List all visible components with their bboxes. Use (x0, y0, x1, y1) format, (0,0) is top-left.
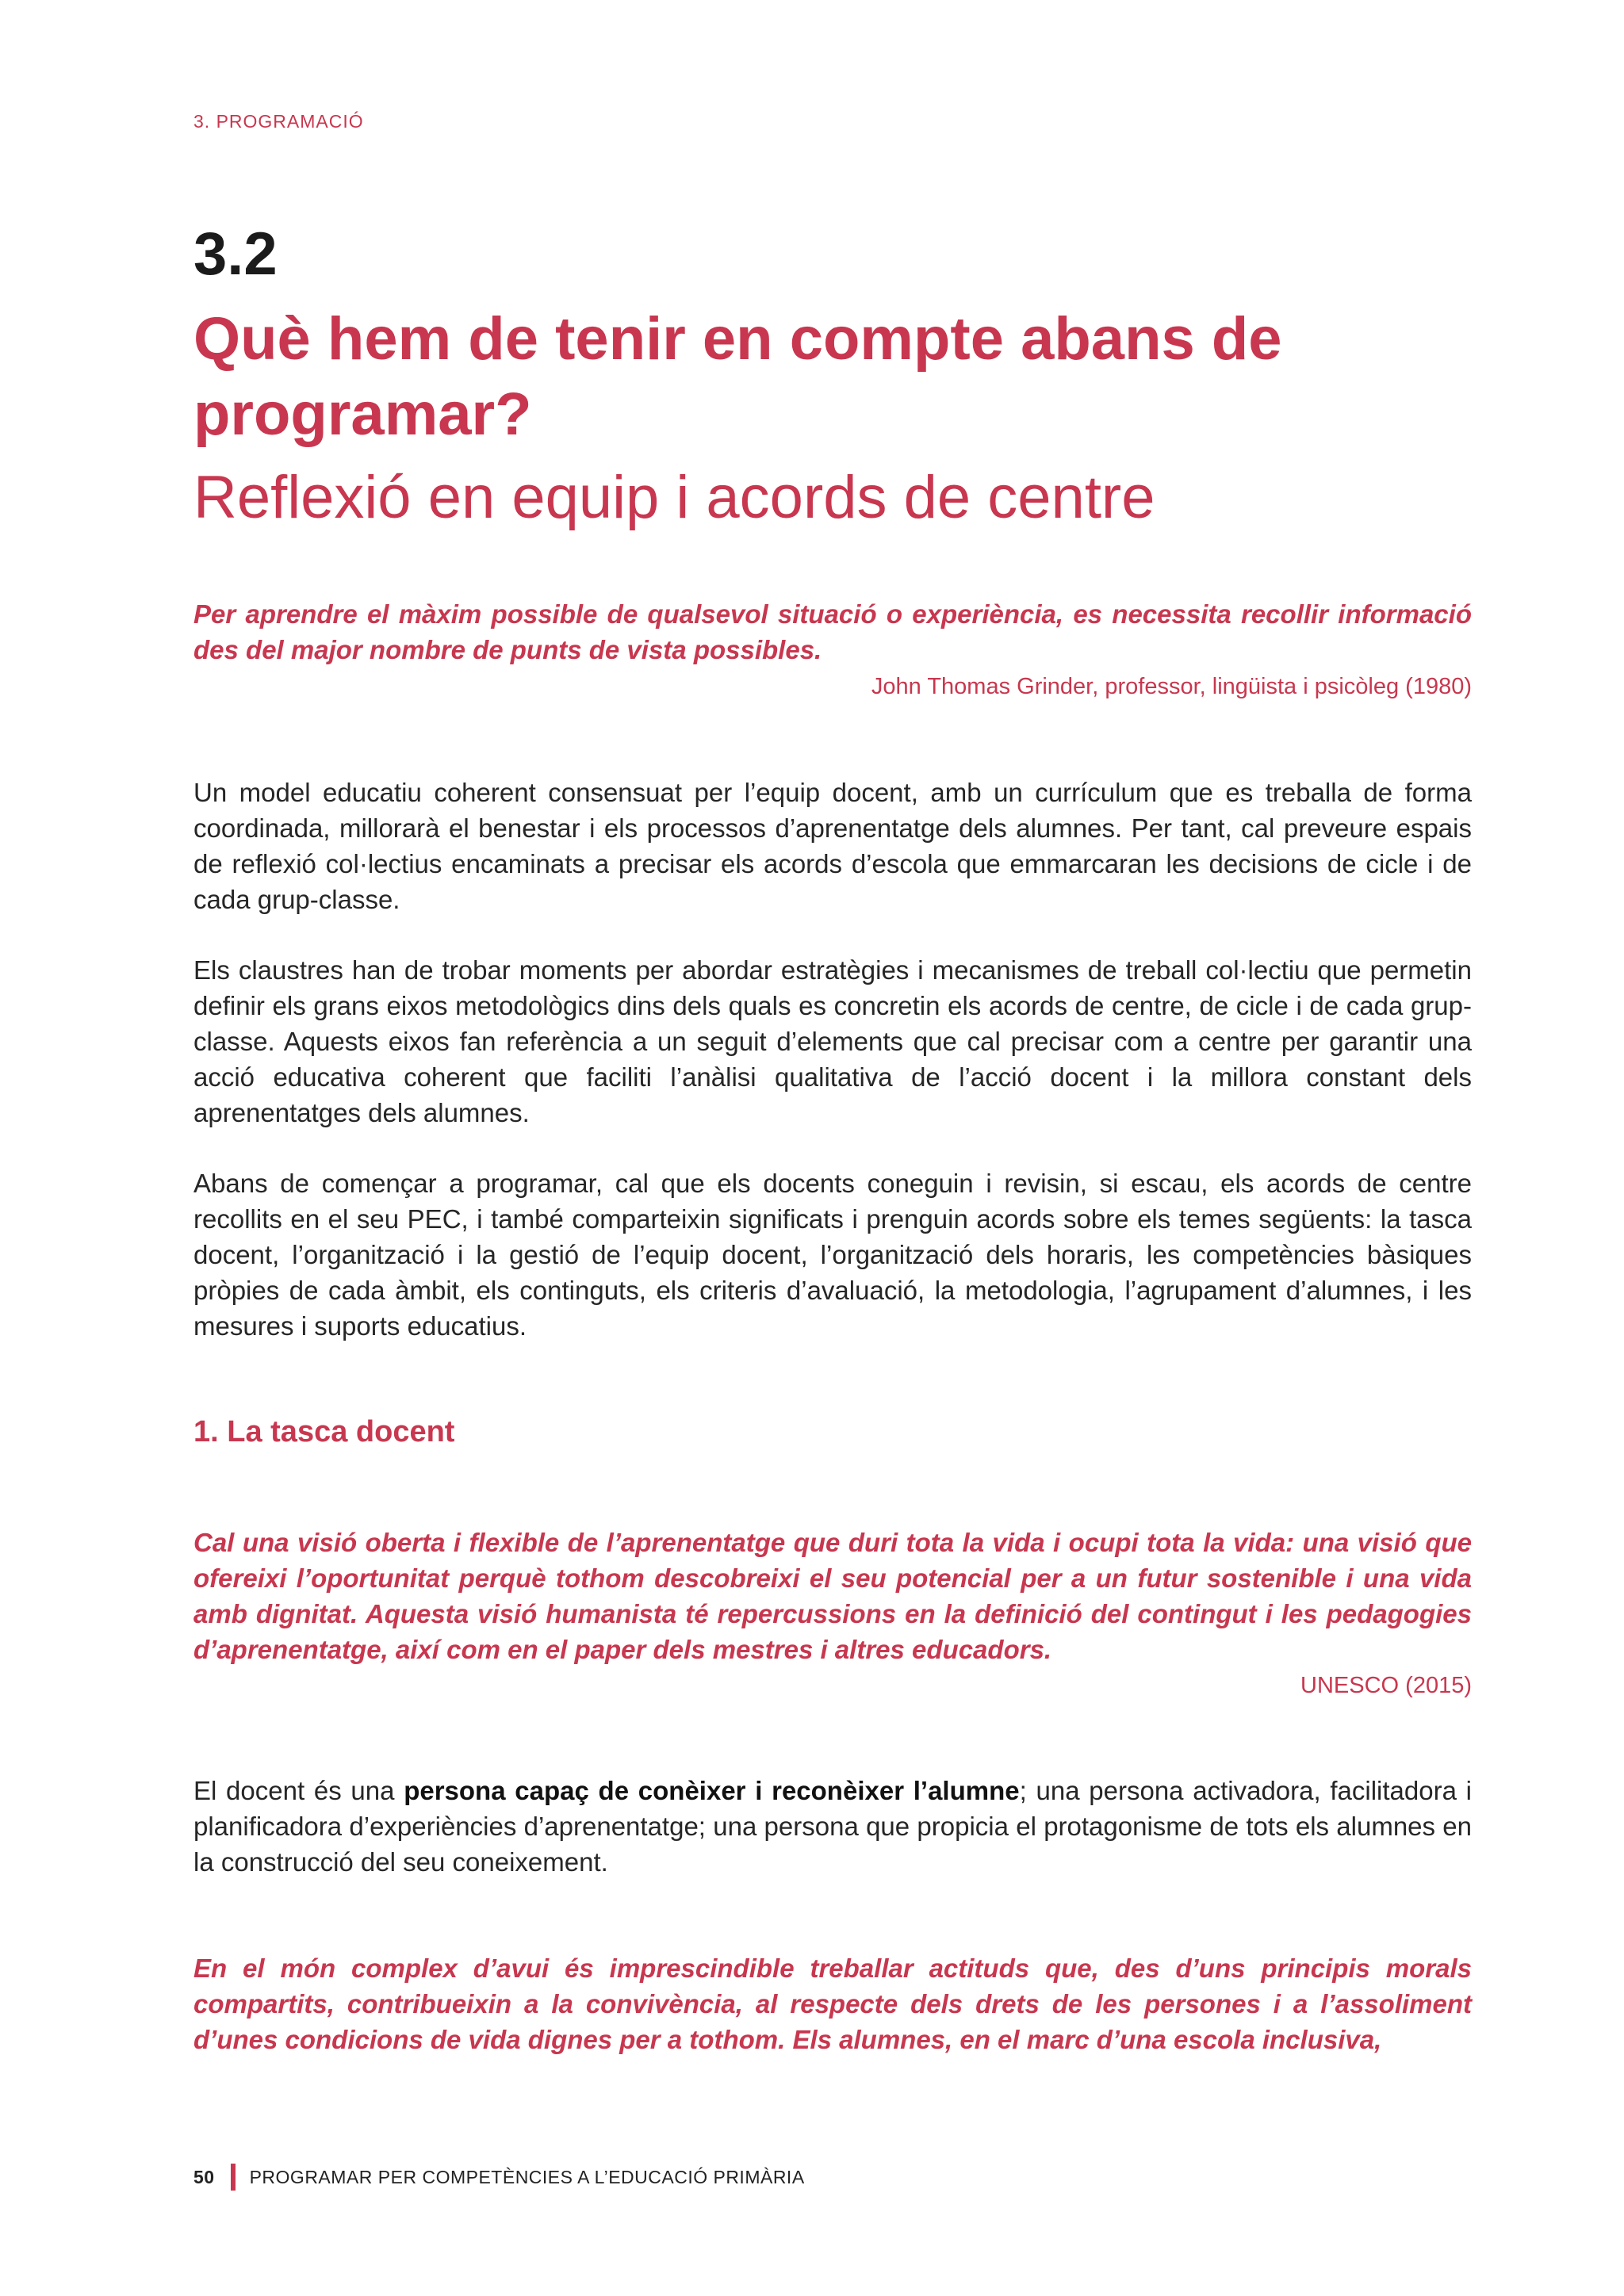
section-subtitle: Reflexió en equip i acords de centre (193, 464, 1155, 531)
section-title (193, 301, 1472, 452)
running-head: 3. PROGRAMACIÓ (193, 111, 364, 132)
unesco-quote-attribution: UNESCO (2015) (1300, 1673, 1472, 1698)
paragraph-2: Els claustres han de trobar moments per abordar estratègies i mecanismes de treball col·lectiu que permetin definir els grans eixos metodològics dins dels quals es concretin els acords de centre, de cicle i de cada grup-classe. Aquests eixos fan referència a un seguit d’elements que cal precisar com a centre per garantir una acció educativa coherent que faciliti l’anàlisi qualitativa de l’acció docent i la millora constant dels aprenentatges dels alumnes. (193, 955, 1472, 1127)
opening-quote: Per aprendre el màxim possible de qualsevol situació o experiència, es necessita recollir informació des del major nombre de punts de vista possibles. (193, 599, 1472, 664)
paragraph-4 (193, 1773, 1472, 1880)
subsection-heading: 1. La tasca docent (193, 1415, 455, 1448)
section-title-line-2: programar? (193, 381, 532, 448)
section-number: 3.2 (193, 220, 278, 288)
unesco-quote: Cal una visió oberta i flexible de l’aprenentatge que duri tota la vida i ocupi tota la vida: una visió que ofereixi l’oportunitat perquè tothom descobreixi el seu potencial per a un futur sostenible i una vida amb dignitat. Aquesta visió humanista té repercussions en la definició del contingut i les pedagogies d’aprenentatge, així com en el paper dels mestres i altres educadors. (193, 1528, 1472, 1664)
page-footer (193, 2163, 805, 2191)
section-title-line-1: Què hem de tenir en compte abans de (193, 305, 1282, 373)
paragraph-4-rest: ; una persona activadora, facilitadora i planificadora d’experiències d’aprenentatge; una persona que propicia el protagonisme de tots els alumnes en la construcció del seu coneixement. (193, 1776, 1472, 1877)
book-title: PROGRAMAR PER COMPETÈNCIES A L’EDUCACIÓ PRIMÀRIA (249, 2166, 805, 2187)
footer-divider (231, 2164, 236, 2191)
paragraph-1: Un model educatiu coherent consensuat per l’equip docent, amb un currículum que es treballa de forma coordinada, millorarà el benestar i els processos d’aprenentatge dels alumnes. Per tant, cal preveure espais de reflexió col·lectius encaminats a precisar els acords d’escola que emmarcaran les decisions de cicle i de cada grup-classe. (193, 778, 1472, 914)
paragraph-4-bold: persona capaç de conèixer i reconèixer l’alumne (404, 1776, 1020, 1805)
page-number: 50 (193, 2166, 215, 2187)
opening-quote-attribution: John Thomas Grinder, professor, lingüista i psicòleg (1980) (871, 674, 1472, 699)
paragraph-4-lead: El docent és una (193, 1776, 404, 1805)
closing-quote: En el món complex d’avui és imprescindible treballar actituds que, des d’uns principis morals compartits, contribueixin a la convivència, al respecte dels drets de les persones i a l’assoliment d’unes condicions de vida dignes per a tothom. Els alumnes, en el marc d’una escola inclusiva, (193, 1954, 1472, 2054)
paragraph-3: Abans de començar a programar, cal que els docents coneguin i revisin, si escau, els acords de centre recollits en el seu PEC, i també comparteixin significats i prenguin acords sobre els temes següents: la tasca docent, l’organització i la gestió de l’equip docent, l’organització dels horaris, les competències bàsiques pròpies de cada àmbit, els continguts, els criteris d’avaluació, la metodologia, l’agrupament d’alumnes, i les mesures i suports educatius. (193, 1169, 1472, 1341)
